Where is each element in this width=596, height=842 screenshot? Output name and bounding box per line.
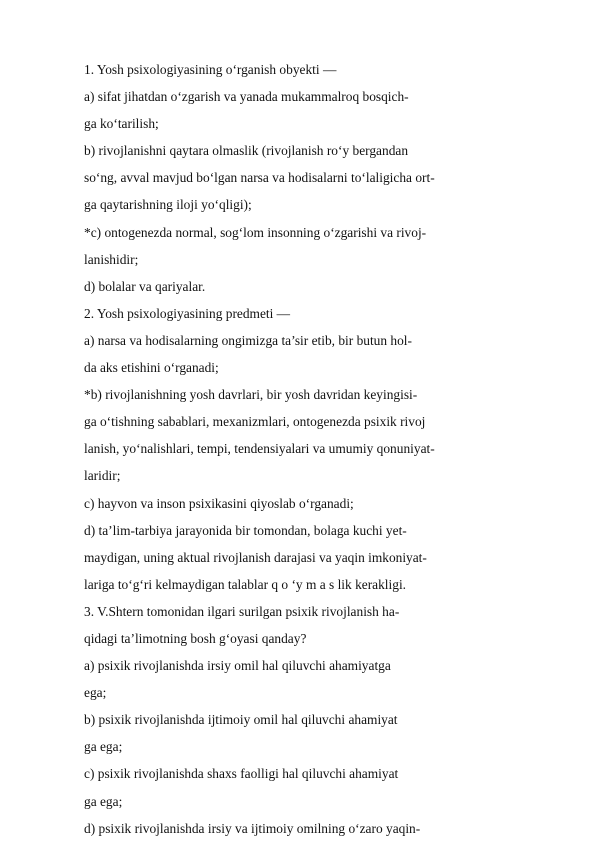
question-1-option-c-cont: lanishidir;	[84, 251, 139, 267]
question-2-option-b-cont: lanish, yo‘nalishlari, tempi, tendensiyalari va umumiy qonuniyat-	[84, 441, 435, 457]
question-2-option-b-cont: ga o‘tishning sabablari, mexanizmlari, ontogenezda psixik rivoj	[84, 414, 426, 430]
question-3-option-c: c) psixik rivojlanishda shaxs faolligi hal qiluvchi ahamiyat	[84, 766, 399, 782]
question-1-option-a-cont: ga ko‘tarilish;	[84, 116, 159, 132]
question-3-text: 3. V.Shtern tomonidan ilgari surilgan psixik rivojlanish ha-	[84, 603, 400, 619]
question-3-text-cont: qidagi ta’limotning bosh g‘oyasi qanday?	[84, 630, 307, 646]
question-2-option-b-correct: *b) rivojlanishning yosh davrlari, bir yosh davridan keyingisi-	[84, 387, 418, 403]
question-1-option-b: b) rivojlanishni qaytara olmaslik (rivojlanish ro‘y bergandan	[84, 143, 409, 159]
question-3-option-a-cont: ega;	[84, 685, 107, 701]
question-2-option-a-cont: da aks etishini o‘rganadi;	[84, 360, 219, 376]
question-1-option-a: a) sifat jihatdan o‘zgarish va yanada mukammalroq bosqich-	[84, 89, 409, 105]
question-1-text: 1. Yosh psixologiyasining o‘rganish obyekti —	[84, 62, 337, 77]
question-1-option-c-correct: *c) ontogenezda normal, sog‘lom insonning o‘zgarishi va rivoj-	[84, 224, 427, 240]
question-2-option-c: c) hayvon va inson psixikasini qiyoslab o‘rganadi;	[84, 495, 354, 511]
question-3-option-d: d) psixik rivojlanishda irsiy va ijtimoiy omilning o‘zaro yaqin-	[84, 820, 421, 836]
question-2-text: 2. Yosh psixologiyasining predmeti —	[84, 305, 291, 321]
question-1-option-b-cont: so‘ng, avval mavjud bo‘lgan narsa va hodisalarni to‘laligicha ort-	[84, 170, 435, 186]
question-1-option-d: d) bolalar va qariyalar.	[84, 278, 206, 294]
question-1-option-b-cont: ga qaytarishning iloji yo‘qligi);	[84, 197, 252, 213]
question-2-option-d-cont: maydigan, uning aktual rivojlanish darajasi va yaqin imkoniyat-	[84, 549, 427, 565]
question-2-option-a: a) narsa va hodisalarning ongimizga ta’sir etib, bir butun hol-	[84, 332, 412, 348]
question-2-option-d-cont: lariga to‘g‘ri kelmaydigan talablar q o ‘y m a s lik kerakligi.	[84, 576, 407, 592]
question-3-option-c-cont: ga ega;	[84, 793, 123, 809]
question-3-option-a: a) psixik rivojlanishda irsiy omil hal qiluvchi ahamiyatga	[84, 658, 391, 674]
question-3-option-b: b) psixik rivojlanishda ijtimoiy omil hal qiluvchi ahamiyat	[84, 712, 398, 728]
question-3-option-b-cont: ga ega;	[84, 739, 123, 755]
quiz-text-block	[84, 56, 564, 842]
question-2-option-d: d) ta’lim-tarbiya jarayonida bir tomondan, bolaga kuchi yet-	[84, 522, 407, 538]
question-2-option-b-cont: laridir;	[84, 468, 121, 484]
